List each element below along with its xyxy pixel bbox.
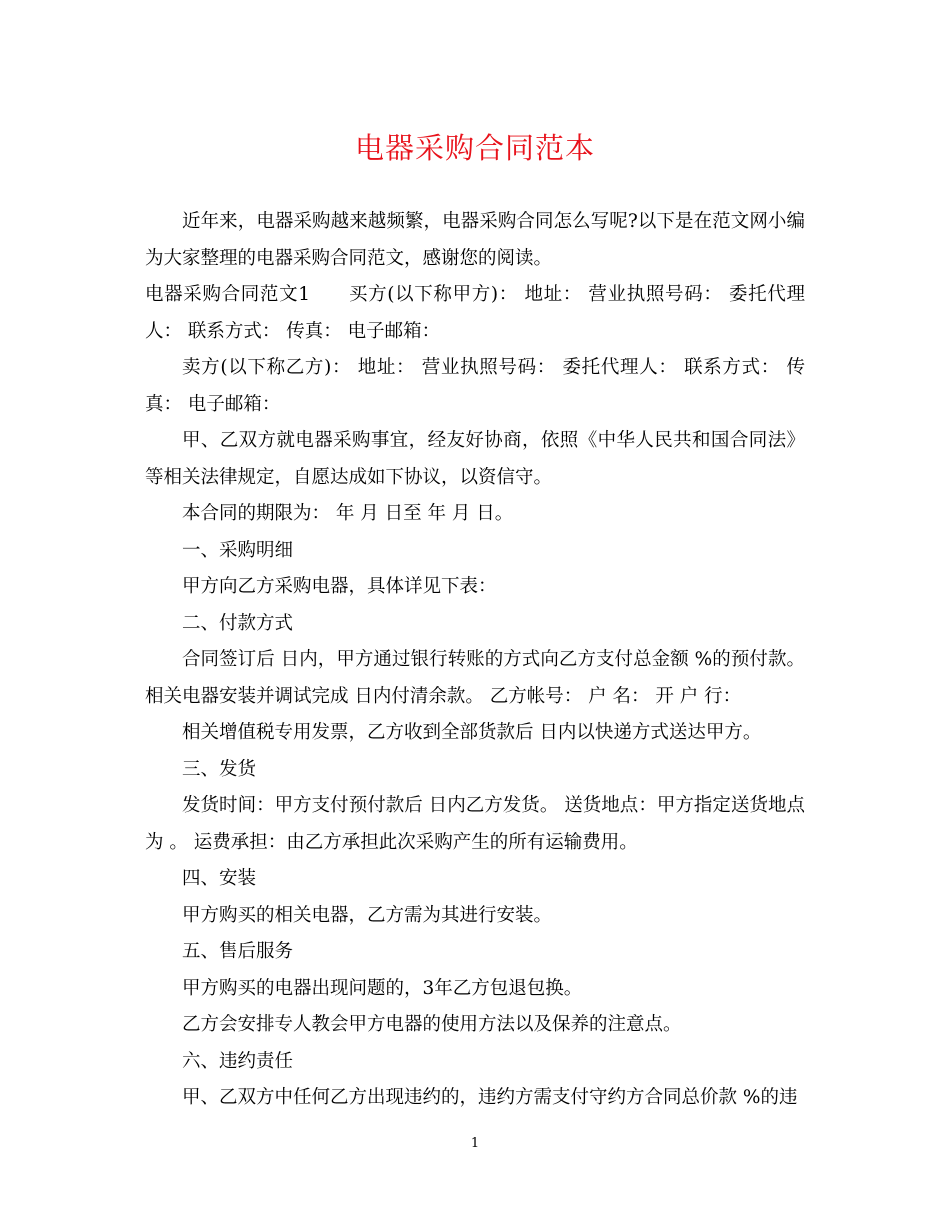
paragraph-invoice: 相关增值税专用发票，乙方收到全部货款后 日内以快递方式送达甲方。: [182, 722, 762, 743]
paragraph-intro: 近年来，电器采购越来越频繁，电器采购合同怎么写呢?以下是在范文网小编为大家整理的电器采购合同范文，感谢您的阅读。: [145, 211, 805, 269]
section-heading-liability: 六、违约责任: [182, 1050, 294, 1072]
paragraph-training: 乙方会安排专人教会甲方电器的使用方法以及保养的注意点。: [182, 1014, 682, 1035]
paragraph-term: 本合同的期限为： 年 月 日至 年 月 日。: [182, 503, 514, 524]
paragraph-purchase-details: 甲方向乙方采购电器，具体详见下表：: [182, 576, 497, 597]
paragraph-installation: 甲方购买的相关电器，乙方需为其进行安装。: [182, 904, 553, 926]
paragraph-buyer-info: 电器采购合同范文1 买方(以下称甲方)： 地址： 营业执照号码： 委托代理人： 联系方式： 传真： 电子邮箱：: [145, 284, 805, 342]
section-heading-payment: 二、付款方式: [182, 612, 294, 634]
document-title: 电器采购合同范本: [354, 131, 595, 165]
section-heading-shipping: 三、发货: [182, 758, 257, 780]
paragraph-warranty: 甲方购买的电器出现问题的，3年乙方包退包换。: [182, 977, 583, 999]
document-body: [145, 204, 805, 1117]
page-number: 1: [470, 1136, 480, 1151]
paragraph-seller-info: 卖方(以下称乙方)： 地址： 营业执照号码： 委托代理人： 联系方式： 传真： 电子邮箱：: [145, 357, 805, 415]
paragraph-shipping: 发货时间：甲方支付预付款后 日内乙方发货。 送货地点：甲方指定送货地点为 。 运费承担：由乙方承担此次采购产生的所有运输费用。: [145, 795, 805, 853]
paragraph-agreement: 甲、乙双方就电器采购事宜，经友好协商，依照《中华人民共和国合同法》等相关法律规定，自愿达成如下协议，以资信守。: [145, 430, 805, 488]
paragraph-liability: 甲、乙双方中任何乙方出现违约的，违约方需支付守约方合同总价款 %的违: [182, 1087, 798, 1108]
paragraph-payment-terms: 合同签订后 日内，甲方通过银行转账的方式向乙方支付总金额 %的预付款。相关电器安装并调试完成 日内付清余款。 乙方帐号： 户 名： 开 户 行：: [145, 649, 805, 707]
section-heading-installation: 四、安装: [182, 868, 257, 889]
section-heading-purchase-details: 一、采购明细: [182, 539, 294, 561]
section-heading-after-sales: 五、售后服务: [182, 941, 294, 962]
